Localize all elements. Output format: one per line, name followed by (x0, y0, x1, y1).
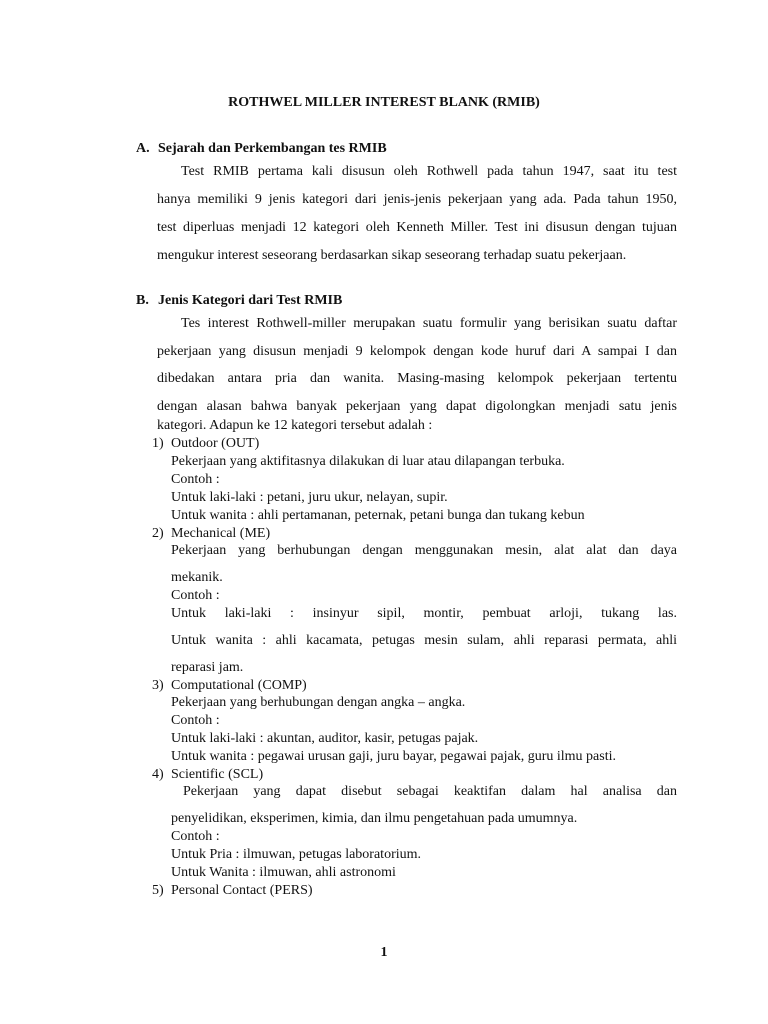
item-number: 1) (152, 436, 164, 451)
item-line: Pekerjaan yang dapat disebut sebagai keaktifan dalam hal analisa dan (183, 784, 677, 799)
item-title-mechanical: Mechanical (ME) (171, 526, 271, 541)
section-b-last-line: kategori. Adapun ke 12 kategori tersebut adalah : (157, 418, 433, 433)
section-a-line: mengukur interest seseorang berdasarkan sikap seseorang terhadap suatu pekerjaan. (157, 248, 627, 263)
item-line: reparasi jam. (171, 660, 244, 675)
item-line: Untuk wanita : ahli kacamata, petugas mesin sulam, ahli reparasi permata, ahli (171, 633, 677, 648)
item-line: Untuk laki-laki : akuntan, auditor, kasir, petugas pajak. (171, 731, 479, 746)
section-b-line: dibedakan antara pria dan wanita. Masing-masing kelompok pekerjaan tertentu (157, 371, 677, 386)
item-line: Contoh : (171, 829, 220, 844)
item-line: Pekerjaan yang aktifitasnya dilakukan di luar atau dilapangan terbuka. (171, 454, 565, 469)
item-line: Untuk laki-laki : insinyur sipil, montir, pembuat arloji, tukang las. (171, 606, 677, 621)
item-title-scientific: Scientific (SCL) (171, 767, 264, 782)
item-line: Untuk wanita : ahli pertamanan, peternak, petani bunga dan tukang kebun (171, 508, 585, 523)
item-line: Pekerjaan yang berhubungan dengan menggunakan mesin, alat alat dan daya (171, 543, 677, 558)
item-line: Untuk wanita : pegawai urusan gaji, juru bayar, pegawai pajak, guru ilmu pasti. (171, 749, 616, 764)
section-a-title: Sejarah dan Perkembangan tes RMIB (158, 141, 387, 156)
item-line: Contoh : (171, 713, 220, 728)
item-title-computational: Computational (COMP) (171, 678, 307, 693)
item-number: 5) (152, 883, 164, 898)
section-b-line: pekerjaan yang disusun menjadi 9 kelompok dengan kode huruf dari A sampai I dan (157, 343, 677, 359)
item-line: Untuk Wanita : ilmuwan, ahli astronomi (171, 865, 396, 880)
item-number: 3) (152, 678, 164, 693)
item-line: penyelidikan, eksperimen, kimia, dan ilmu pengetahuan pada umumnya. (171, 811, 578, 826)
page-number: 1 (380, 945, 388, 960)
section-b-paragraph (157, 310, 677, 420)
item-title-personal-contact: Personal Contact (PERS) (171, 883, 313, 898)
section-b-heading (136, 292, 342, 310)
item-number: 4) (152, 767, 164, 782)
section-b-letter: B. (136, 293, 149, 308)
section-a-line: test diperluas menjadi 12 kategori oleh Kenneth Miller. Test ini disusun dengan tujuan (157, 220, 677, 235)
item-line: Pekerjaan yang berhubungan dengan angka – angka. (171, 695, 466, 710)
section-a-line: hanya memiliki 9 jenis kategori dari jenis-jenis pekerjaan yang ada. Pada tahun 1950, (157, 192, 677, 207)
item-title-outdoor: Outdoor (OUT) (171, 436, 260, 451)
item-line: Untuk Pria : ilmuwan, petugas laboratorium. (171, 847, 422, 862)
document-title: ROTHWEL MILLER INTEREST BLANK (RMIB) (228, 95, 540, 110)
item-line: Untuk laki-laki : petani, juru ukur, nelayan, supir. (171, 490, 448, 505)
section-a-line: Test RMIB pertama kali disusun oleh Rothwell pada tahun 1947, saat itu test (181, 164, 677, 179)
item-line: Contoh : (171, 472, 220, 487)
section-a-letter: A. (136, 141, 150, 156)
section-b-title: Jenis Kategori dari Test RMIB (158, 293, 343, 308)
item-line: mekanik. (171, 570, 223, 585)
section-b-line: Tes interest Rothwell-miller merupakan suatu formulir yang berisikan suatu daftar (181, 316, 677, 331)
item-line: Contoh : (171, 588, 220, 603)
section-a-paragraph (157, 158, 677, 270)
item-number: 2) (152, 526, 164, 541)
section-a-heading (136, 140, 387, 158)
section-b-line: dengan alasan bahwa banyak pekerjaan yang dapat digolongkan menjadi satu jenis (157, 398, 677, 414)
